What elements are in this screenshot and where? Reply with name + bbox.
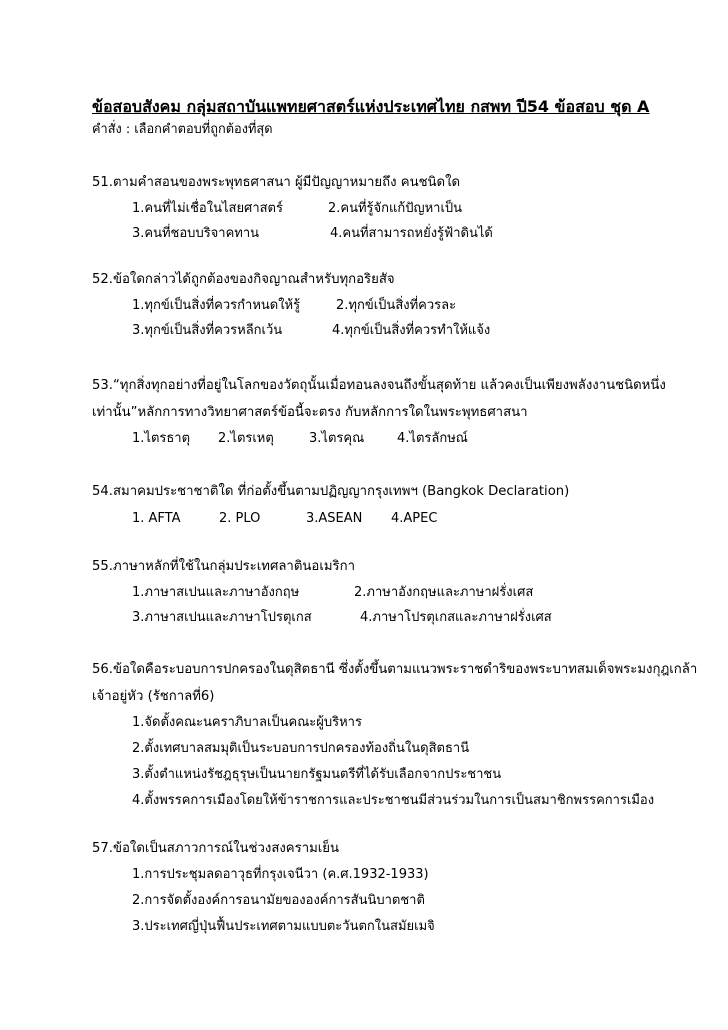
q51-option-3: 3.คนที่ชอบบริจาคทาน [132, 226, 260, 241]
q53-option-4: 4.ไตรลักษณ์ [397, 431, 468, 446]
q56-option-1: 1.จัดตั้งคณะนคราภิบาลเป็นคณะผู้บริหาร [132, 715, 362, 730]
q57-option-1: 1.การประชุมลดอาวุธที่กรุงเจนีวา (ค.ศ.1932-1933) [132, 867, 429, 882]
q52-option-4: 4.ทุกข์เป็นสิ่งที่ควรทำให้แจ้ง [332, 323, 491, 338]
q54-option-4: 4.APEC [391, 511, 438, 526]
instruction-text: คำสั่ง : เลือกคำตอบที่ถูกต้องที่สุด [92, 122, 273, 137]
q51-option-2: 2.คนที่รู้จักแก้ปัญหาเป็น [328, 201, 463, 216]
question-57: 57.ข้อใดเป็นสภาวการณ์ในช่วงสงครามเย็น [92, 841, 340, 856]
question-53-line-1: 53.“ทุกสิ่งทุกอย่างที่อยู่ในโลกของวัตถุนั้นเมื่อทอนลงจนถึงขั้นสุดท้าย แล้วคงเป็นเพียงพลังงานชนิดหนึ่ง [92, 378, 666, 393]
question-51: 51.ตามคำสอนของพระพุทธศาสนา ผู้มีปัญญาหมายถึง คนชนิดใด [92, 175, 461, 190]
question-56-line-2: เจ้าอยู่หัว (รัชกาลที่6) [92, 689, 215, 704]
q51-option-1: 1.คนที่ไม่เชื่อในไสยศาสตร์ [132, 201, 283, 216]
q55-option-2: 2.ภาษาอังกฤษและภาษาฝรั่งเศส [354, 585, 534, 600]
question-54: 54.สมาคมประชาชาติใด ที่ก่อตั้งขึ้นตามปฏิญญากรุงเทพฯ (Bangkok Declaration) [92, 484, 570, 499]
q57-option-3: 3.ประเทศญี่ปุ่นฟื้นประเทศตามแบบตะวันตกในสมัยเมจิ [132, 919, 435, 934]
q54-option-1: 1. AFTA [132, 511, 181, 526]
question-55: 55.ภาษาหลักที่ใช้ในกลุ่มประเทศลาตินอเมริกา [92, 559, 355, 574]
q54-option-3: 3.ASEAN [306, 511, 363, 526]
q52-option-3: 3.ทุกข์เป็นสิ่งที่ควรหลีกเว้น [132, 323, 283, 338]
q53-option-1: 1.ไตรธาตุ [132, 431, 191, 446]
page-title: ข้อสอบสังคม กลุ่มสถาบันแพทยศาสตร์แห่งประเทศไทย กสพท ปี54 ข้อสอบ ชุด A [92, 97, 650, 116]
q52-option-2: 2.ทุกข์เป็นสิ่งที่ควรละ [336, 298, 457, 313]
q51-option-4: 4.คนที่สามารถหยั่งรู้ฟ้าดินได้ [330, 226, 493, 241]
q55-option-1: 1.ภาษาสเปนและภาษาอังกฤษ [132, 585, 300, 600]
q53-option-3: 3.ไตรคุณ [309, 431, 365, 446]
q55-option-3: 3.ภาษาสเปนและภาษาโปรตุเกส [132, 610, 312, 625]
question-53-line-2: เท่านั้น”หลักการทางวิทยาศาสตร์ข้อนี้จะตรง กับหลักการใดในพระพุทธศาสนา [92, 405, 528, 420]
q56-option-4: 4.ตั้งพรรคการเมืองโดยให้ข้าราชการและประชาชนมีส่วนร่วมในการเป็นสมาชิกพรรคการเมือง [132, 793, 655, 808]
q56-option-3: 3.ตั้งตำแหน่งรัชฎธุรุษเป็นนายกรัฐมนตรีที่ได้รับเลือกจากประชาชน [132, 767, 502, 782]
q57-option-2: 2.การจัดตั้งองค์การอนามัยขององค์การสันนิบาตชาติ [132, 893, 425, 908]
q52-option-1: 1.ทุกข์เป็นสิ่งที่ควรกำหนดให้รู้ [132, 298, 301, 313]
q53-option-2: 2.ไตรเหตุ [218, 431, 274, 446]
q56-option-2: 2.ตั้งเทศบาลสมมุติเป็นระบอบการปกครองท้องถิ่นในดุสิตธานี [132, 741, 470, 756]
question-56-line-1: 56.ข้อใดคือระบอบการปกครองในดุสิตธานี ซึ่งตั้งขึ้นตามแนวพระราชดำริของพระบาทสมเด็จพระมงกุฎเกล้า [92, 662, 698, 677]
q54-option-2: 2. PLO [219, 511, 261, 526]
question-52: 52.ข้อใดกล่าวได้ถูกต้องของกิจญาณสำหรับทุกอริยสัจ [92, 272, 395, 287]
q55-option-4: 4.ภาษาโปรตุเกสและภาษาฝรั่งเศส [360, 610, 552, 625]
